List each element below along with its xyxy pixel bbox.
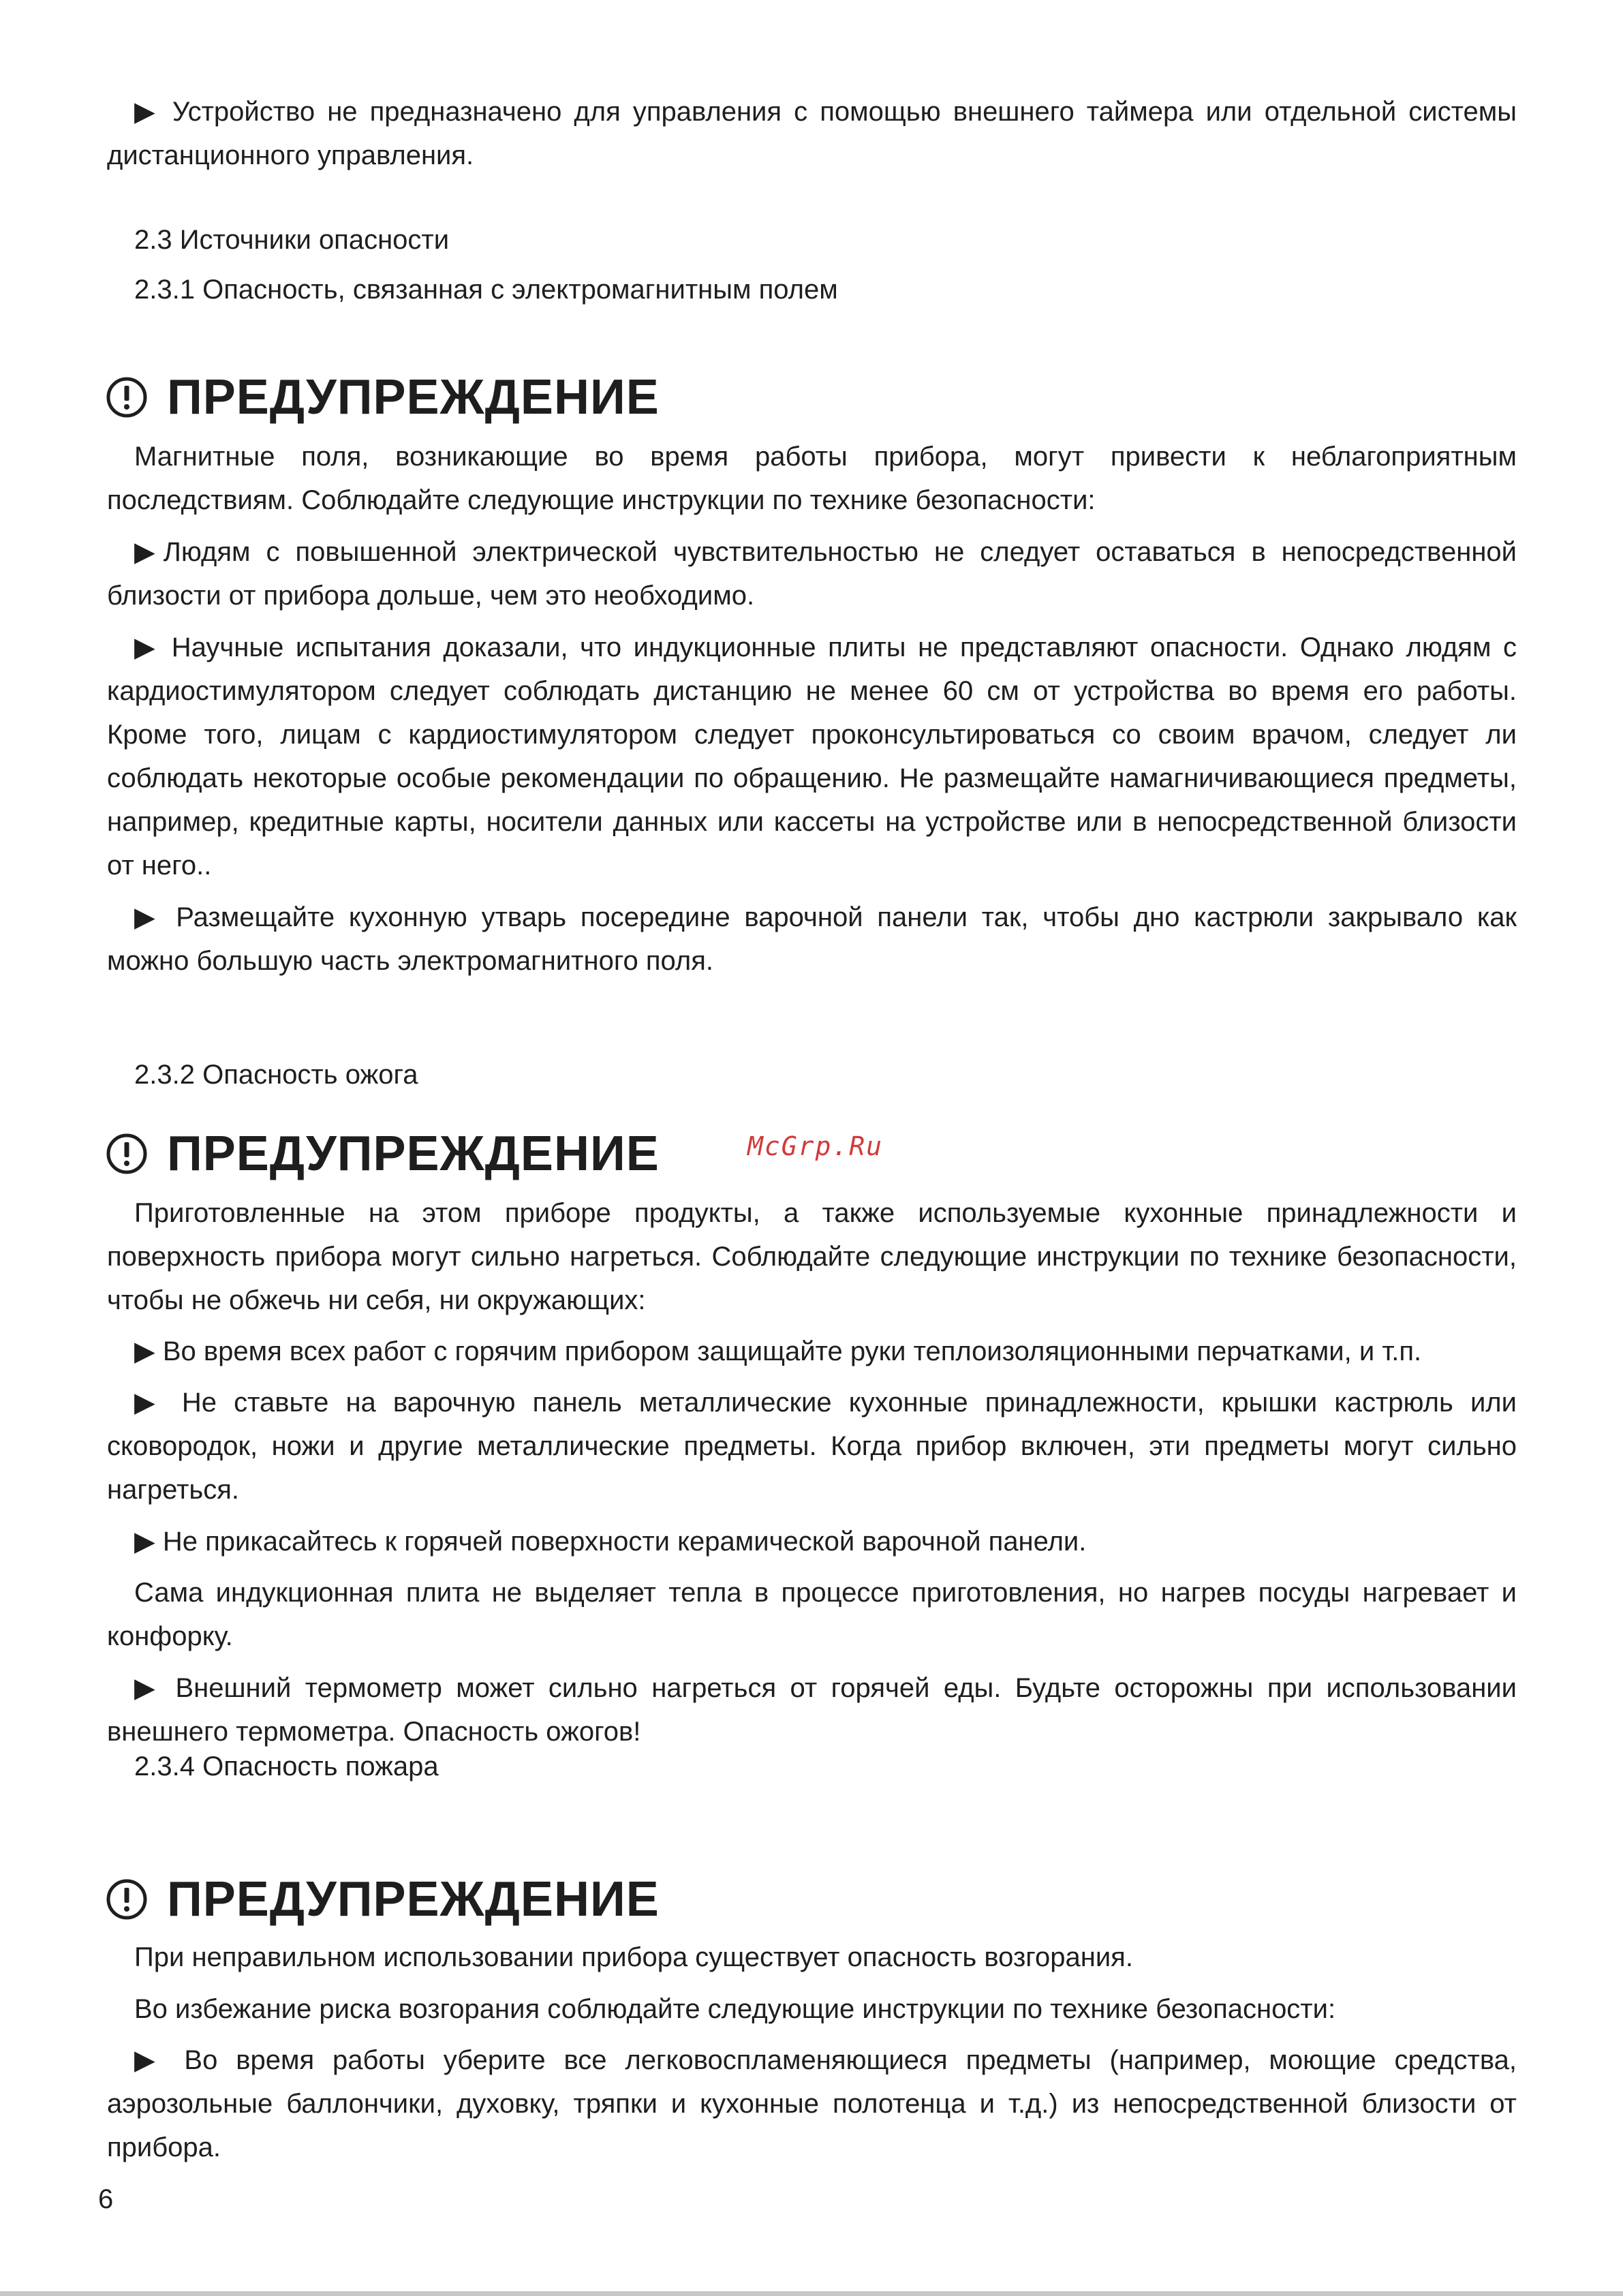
bullet-thermometer: ▶ Внешний термометр может сильно нагреться от горячей еды. Будьте осторожны при использовании внешнего термометра. Опасность ожогов! (107, 1673, 1517, 1747)
section-heading-2-3-4: 2.3.4 Опасность пожара (134, 1751, 439, 1781)
paragraph-induction-heat: Сама индукционная плита не выделяет тепла в процессе приготовления, но нагрев посуды нагревает и конфорку. (107, 1578, 1517, 1651)
paragraph-fire-instructions: Во избежание риска возгорания соблюдайте следующие инструкции по технике безопасности: (134, 1994, 1336, 2024)
section-heading-2-3-2: 2.3.2 Опасность ожога (134, 1060, 418, 1090)
bullet-flammable-items: ▶ Во время работы уберите все легковоспламеняющиеся предметы (например, моющие средства, аэрозольные баллончики, духовку, тряпки и кухонные полотенца и т.д.) из непосредственной близости от прибора. (107, 2045, 1517, 2162)
bullet-ceramic-surface: ▶ Не прикасайтесь к горячей поверхности керамической варочной панели. (134, 1527, 1087, 1557)
warning-title: ПРЕДУПРЕЖДЕНИЕ (167, 1872, 660, 1927)
bullet-cookware-placement: ▶ Размещайте кухонную утварь посередине варочной панели так, чтобы дно кастрюли закрывало как можно большую часть электромагнитного поля. (107, 902, 1517, 976)
bullet-pacemaker: ▶ Научные испытания доказали, что индукционные плиты не представляют опасности. Однако людям с кардиостимулятором следует соблюдать дистанцию не менее 60 см от устройства во время его работы. Кроме того, лицам с кардиостимулятором следует проконсультироваться со своим врачом, следует ли соблюдать некоторые особые рекомендации по обращению. Не размещайте намагничивающиеся предметы, например, кредитные карты, носители данных или кассеты на устройстве или в непосредственной близости от него.. (107, 632, 1517, 881)
bullet-gloves: ▶ Во время всех работ с горячим прибором защищайте руки теплоизоляционными перчатками, и т.п. (134, 1336, 1422, 1366)
bullet-metal-objects: ▶ Не ставьте на варочную панель металлические кухонные принадлежности, крышки кастрюль или сковородок, ножи и другие металлические предметы. Когда прибор включен, эти предметы могут сильно нагреться. (107, 1388, 1517, 1505)
warning-block-burn (106, 1123, 660, 1184)
page-bottom-divider (0, 2291, 1623, 2296)
paragraph-fire-risk: При неправильном использовании прибора существует опасность возгорания. (134, 1942, 1133, 1972)
exclamation-circle-icon (106, 1133, 148, 1175)
warning-block-em-field (106, 367, 660, 428)
exclamation-circle-icon (106, 1878, 148, 1920)
bullet-electric-sensitivity: ▶Людям с повышенной электрической чувствительностью не следует оставаться в непосредственной близости от прибора дольше, чем это необходимо. (107, 537, 1517, 611)
bullet-no-external-timer: ▶ Устройство не предназначено для управления с помощью внешнего таймера или отдельной системы дистанционного управления. (107, 97, 1517, 170)
paragraph-magnetic-fields: Магнитные поля, возникающие во время работы прибора, могут привести к неблагоприятным последствиям. Соблюдайте следующие инструкции по технике безопасности: (107, 442, 1517, 515)
watermark-text: McGrp.Ru (747, 1131, 884, 1161)
section-heading-2-3: 2.3 Источники опасности (134, 225, 450, 255)
exclamation-circle-icon (106, 376, 148, 418)
section-heading-2-3-1: 2.3.1 Опасность, связанная с электромагнитным полем (134, 275, 838, 305)
warning-title: ПРЕДУПРЕЖДЕНИЕ (167, 1127, 660, 1181)
warning-title: ПРЕДУПРЕЖДЕНИЕ (167, 370, 660, 425)
paragraph-hot-surfaces: Приготовленные на этом приборе продукты, а также используемые кухонные принадлежности и поверхность прибора могут сильно нагреться. Соблюдайте следующие инструкции по технике безопасности, чтобы не обжечь ни себя, ни окружающих: (107, 1198, 1517, 1315)
warning-block-fire (106, 1869, 660, 1930)
page-number: 6 (98, 2184, 114, 2214)
